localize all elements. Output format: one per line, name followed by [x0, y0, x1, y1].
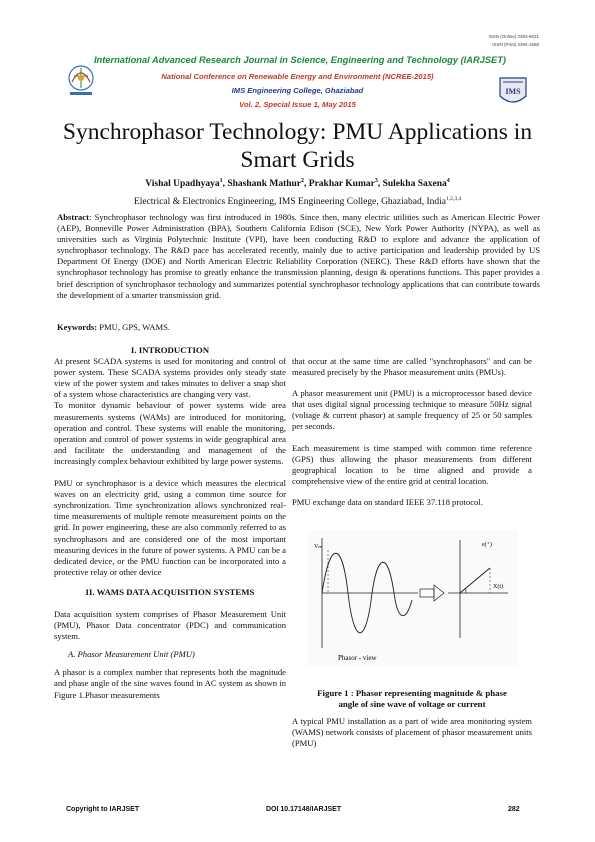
author-name: Sulekha Saxena	[382, 179, 447, 190]
author-sup: 4	[446, 178, 450, 184]
author-name: Shashank Mathur	[227, 179, 302, 190]
paragraph: Data acquisition system comprises of Phasor Measurement Unit (PMU), Phasor Data concentrator (PDC) and communication system.	[54, 608, 286, 642]
conference-name: National Conference on Renewable Energy and Environment (NCREE-2015)	[161, 72, 434, 81]
journal-title: International Advanced Research Journal in Science, Engineering and Technology (IARJSET)	[93, 55, 507, 65]
issn-online: ISSN (Online) 2393-8021	[488, 34, 539, 39]
college-name: IMS Engineering College, Ghaziabad	[231, 86, 364, 95]
paragraph: A typical PMU installation as a part of wide area monitoring system (WAMS) network consists of placement of phasor measurement units (PMU)	[292, 716, 532, 749]
paper-title	[40, 118, 555, 174]
author-name: Prakhar Kumar	[308, 179, 375, 190]
paragraph: PMU or synchrophasor is a device which measures the electrical waves on an electricity grid, using a common time source for synchronization. Time synchronization allows synchronized real-time measurements of multiple remote measurement points on the grid. In power engineering, these are also commonly referred to as synchrophasors and are considered one of the most important measuring devices in the future of power systems. A PMU can be a dedicated device, or the PMU function can be incorporated into a protective relay or other device	[54, 478, 286, 577]
paragraph: that occur at the same time are called "synchrophasors" and can be measured precisely by the Phasor measurement units (PMUs).	[292, 356, 532, 378]
figure-label-phasor-view: Phasor - view	[338, 654, 377, 662]
subsection-heading-pmu: A. Phasor Measurement Unit (PMU)	[68, 649, 195, 660]
author-name: Vishal Upadhyaya	[145, 179, 220, 190]
keywords-text: PMU, GPS, WAMS.	[97, 322, 171, 332]
figure-caption-line2: angle of sine wave of voltage or current	[338, 699, 486, 709]
abstract	[57, 212, 540, 301]
paragraph: A phasor is a complex number that represents both the magnitude and phase angle of the sine waves found in AC system as shown in Figure 1.Phasor measurements	[54, 667, 286, 700]
keywords-label: Keywords:	[57, 322, 98, 332]
section-heading-wams: II. WAMS DATA ACQUISITION SYSTEMS	[85, 586, 255, 597]
figure-label-vm: Vₘ	[314, 544, 323, 550]
volume-info: Vol. 2, Special Issue 1, May 2015	[239, 100, 356, 109]
college-logo-icon	[496, 74, 530, 110]
right-column-continued	[292, 716, 532, 749]
author-sup: 2	[301, 178, 305, 184]
paragraph: PMU exchange data on standard IEEE 37.118 protocol.	[292, 496, 483, 507]
author-list: Vishal Upadhyaya$^1$, Shashank Mathur$^2$, Prakhar Kumar$^3$, Sulekha Saxena$^4$	[145, 178, 450, 190]
abstract-label: Abstract	[57, 212, 89, 222]
figure-label-e: e(⁺)	[482, 542, 492, 548]
paper-title-line2: Smart Grids	[240, 147, 355, 173]
footer-copyright: Copyright to IARJSET	[66, 806, 140, 813]
footer-doi: DOI 10.17148/IARJSET	[266, 806, 342, 813]
affiliation-sup: 1,2,3,4	[445, 196, 462, 202]
paragraph: Each measurement is time stamped with common time reference (GPS) thus allowing the phasor measurements from different geographical location to be time aligned and provide a comprehensive view of the entire grid at central location.	[292, 442, 532, 486]
paragraph: At present SCADA systems is used for monitoring and control of power system. These SCADA systems provides only steady state view of the power system and takes minutes to deliver a snap shot of a system whose characteristics are changing very vast.	[54, 356, 286, 400]
issn-print: ISSN (Print) 2394-1588	[492, 42, 539, 47]
paragraph: To monitor dynamic behaviour of power systems wide area measurements systems (WAMs) are introduced for monitoring, operation and control. These systems will enable the monitoring, operation and control of power systems in wide geographical area and facilitate the understanding and management of the increasingly complex behaviour exhibited by large power systems.	[54, 400, 286, 466]
college-logo-text: IMS	[505, 87, 521, 96]
affiliation-text: Electrical & Electronics Engineering, IMS Engineering College, Ghaziabad, India	[133, 197, 446, 208]
paragraph: A phasor measurement unit (PMU) is a microprocessor based device that uses digital signal processing technique to measure 50Hz signal (voltage & current phasor) at sample frequency of 25 or 50 samples per seconds.	[292, 388, 532, 432]
journal-logo-icon	[66, 62, 96, 98]
left-column	[54, 345, 286, 701]
footer-page-number: 282	[508, 806, 520, 813]
figure-label-x: X(t)	[493, 584, 503, 590]
author-sup: 3	[374, 178, 378, 184]
section-heading-introduction: I. INTRODUCTION	[130, 345, 210, 355]
right-column	[292, 356, 532, 508]
keywords	[57, 322, 540, 332]
abstract-text: : Synchrophasor technology was first introduced in 1980s. Since then, many electric utilities such as American Electric Power (AEP), Bonneville Power Administration (BPA), Southern California Edison (SCE), New York Power Authority (NYPA), as well as universities such as Virginia Polytechnic Institute (VPI), have been conducting R&D to explore and advance the application of synchrophasor technology. The R&D pace has accelerated recently, mainly due to active participation and leadership provided by US Department Of Energy (DOE) and North American Electric Reliability Corporation (NERC). These R&D efforts have shown that the synchrophasor technology has promise to greatly enhance the transmission planning, design & operations functions. This paper provides a brief description of synchrophasor technology and summarizes potential synchrophasor technology applications that can contribute towards the development of a smarter transmission grid.	[57, 212, 540, 300]
figure-caption-line1: Figure 1 : Phasor representing magnitude & phase	[317, 688, 507, 698]
affiliation	[40, 196, 555, 207]
figure-caption	[292, 688, 532, 710]
phasor-figure	[308, 530, 518, 666]
author-sup: 1	[219, 178, 223, 184]
paper-title-line1: Synchrophasor Technology: PMU Applications in	[62, 119, 533, 145]
